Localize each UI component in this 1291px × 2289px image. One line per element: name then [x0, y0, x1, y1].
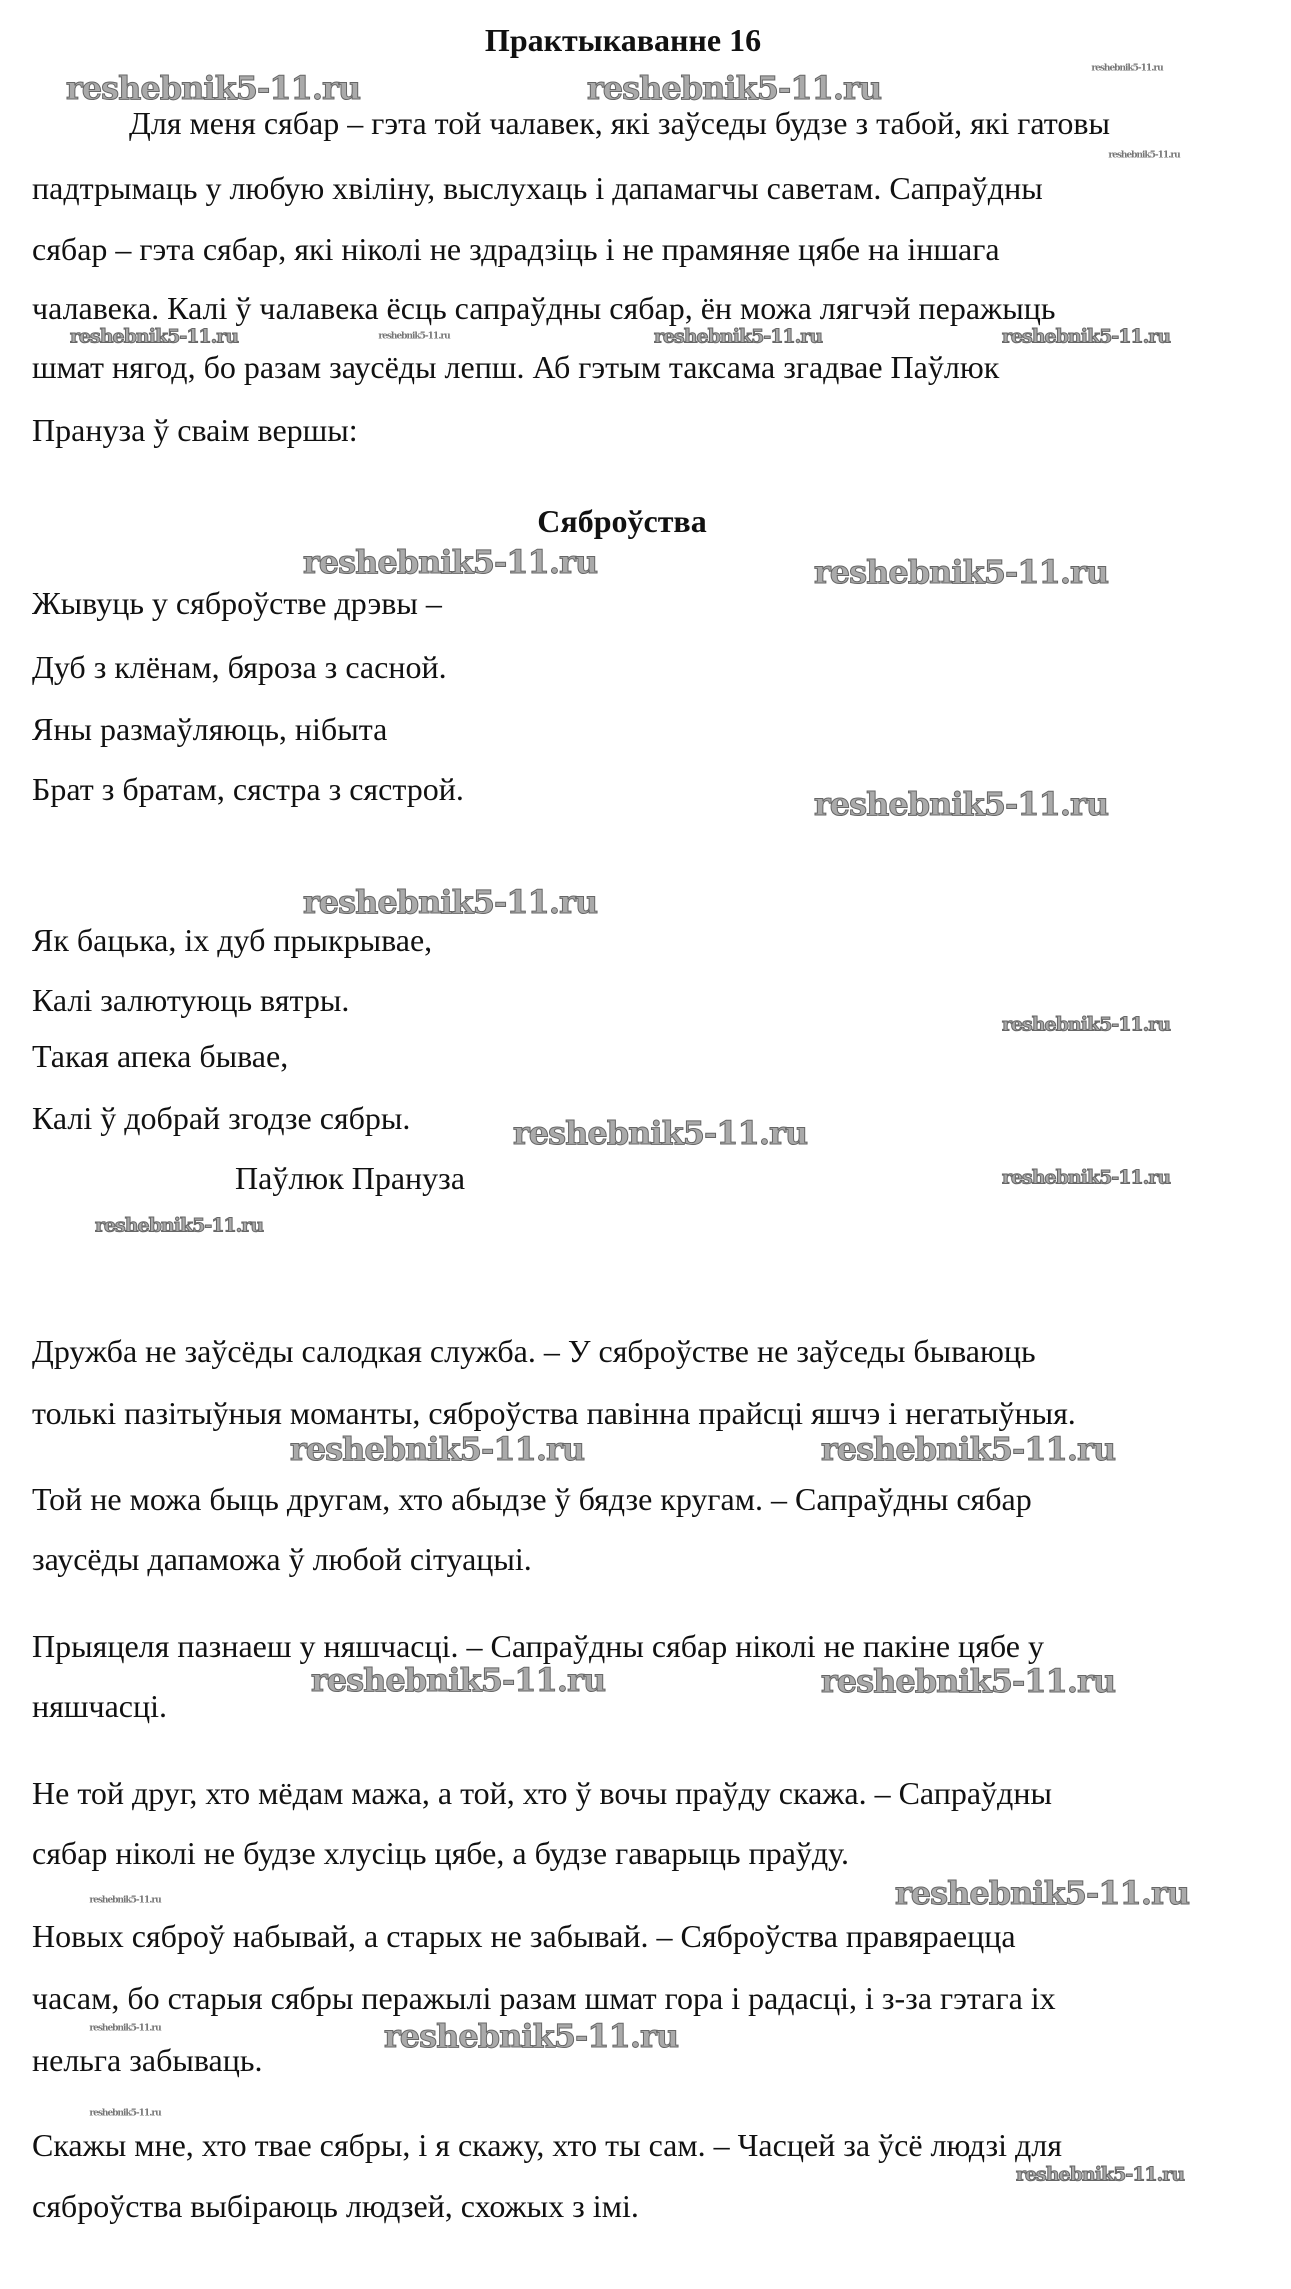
watermark: reshebnik5-11.ru: [653, 325, 823, 348]
intro-line: чалавека. Калі ў чалавека ёсць сапраўдны сябар, ён можа лягчэй перажыць: [32, 290, 1056, 326]
proverb-line: Не той друг, хто мёдам мажа, а той, хто ў вочы праўду скажа. – Сапраўдны: [32, 1775, 1052, 1811]
intro-line: шмат нягод, бо разам заусёды лепш. Аб гэтым таксама згадвае Паўлюк: [32, 349, 1000, 385]
proverb-line: часам, бо старыя сябры перажылі разам шмат гора і радасці, і з-за гэтага іх: [32, 1980, 1056, 2016]
poem-line: Такая апека бывае,: [32, 1038, 289, 1074]
proverb-line: Той не можа быць другам, хто абыдзе ў бядзе кругам. – Сапраўдны сябар: [32, 1481, 1032, 1517]
watermark: reshebnik5-11.ru: [1001, 325, 1171, 348]
watermark: reshebnik5-11.ru: [813, 553, 1109, 591]
proverb-line: толькі пазітыўныя моманты, сяброўства павінна прайсці яшчэ і негатыўныя.: [32, 1395, 1076, 1431]
proverb-line: заусёды дапаможа ў любой сітуацыі.: [32, 1541, 532, 1577]
watermark: reshebnik5-11.ru: [289, 1430, 585, 1468]
watermark: reshebnik5-11.ru: [820, 1662, 1116, 1700]
poem-title: Сяброўства: [537, 503, 707, 539]
poem-line: Калі ў добрай згодзе сябры.: [32, 1100, 411, 1136]
intro-line: сябар – гэта сябар, які ніколі не здрадзіць і не прамяняе цябе на іншага: [32, 231, 1000, 267]
watermark: reshebnik5-11.ru: [89, 2108, 161, 2119]
proverb-line: няшчасці.: [32, 1688, 167, 1724]
watermark: reshebnik5-11.ru: [378, 331, 450, 342]
watermark: reshebnik5-11.ru: [89, 2023, 161, 2034]
watermark: reshebnik5-11.ru: [383, 2017, 679, 2055]
poem-author: Паўлюк Прануза: [235, 1160, 466, 1196]
watermark: reshebnik5-11.ru: [512, 1114, 808, 1152]
watermark: reshebnik5-11.ru: [1091, 63, 1163, 74]
proverb-line: сяброўства выбіраюць людзей, схожых з імі.: [32, 2188, 639, 2224]
intro-line: Для меня сябар – гэта той чалавек, які заўседы будзе з табой, які гатовы: [129, 105, 1110, 141]
watermark: reshebnik5-11.ru: [894, 1874, 1190, 1912]
watermark: reshebnik5-11.ru: [89, 1895, 161, 1906]
watermark: reshebnik5-11.ru: [1001, 1013, 1171, 1036]
watermark: reshebnik5-11.ru: [820, 1430, 1116, 1468]
watermark: reshebnik5-11.ru: [586, 69, 882, 107]
poem-line: Калі залютуюць вятры.: [32, 982, 350, 1018]
page-title: Практыкаванне 16: [484, 22, 762, 58]
watermark: reshebnik5-11.ru: [310, 1661, 606, 1699]
poem-line: Брат з братам, сястра з сястрой.: [32, 771, 464, 807]
proverb-line: Скажы мне, хто твае сябры, і я скажу, хто ты сам. – Часцей за ўсё людзі для: [32, 2127, 1062, 2163]
poem-line: Як бацька, іх дуб прыкрывае,: [32, 922, 433, 958]
poem-line: Дуб з клёнам, бяроза з сасной.: [32, 649, 447, 685]
intro-line: падтрымаць у любую хвіліну, выслухаць і дапамагчы саветам. Сапраўдны: [32, 170, 1043, 206]
watermark: reshebnik5-11.ru: [302, 883, 598, 921]
proverb-line: Новых сяброў набывай, а старых не забывай. – Сяброўства правяраецца: [32, 1918, 1016, 1954]
watermark: reshebnik5-11.ru: [65, 69, 361, 107]
proverb-line: нельга забываць.: [32, 2042, 263, 2078]
proverb-line: Дружба не заўсёды салодкая служба. – У сяброўстве не заўседы бываюць: [32, 1333, 1036, 1369]
watermark: reshebnik5-11.ru: [1001, 1166, 1171, 1189]
watermark: reshebnik5-11.ru: [69, 325, 239, 348]
watermark: reshebnik5-11.ru: [94, 1214, 264, 1237]
intro-line: Прануза ў сваім вершы:: [32, 412, 358, 448]
proverb-line: сябар ніколі не будзе хлусіць цябе, а будзе гаварыць праўду.: [32, 1835, 849, 1871]
poem-line: Яны размаўляюць, нібыта: [32, 711, 388, 747]
watermark: reshebnik5-11.ru: [302, 543, 598, 581]
watermark: reshebnik5-11.ru: [1108, 150, 1180, 161]
proverb-line: Прыяцеля пазнаеш у няшчасці. – Сапраўдны сябар ніколі не пакіне цябе у: [32, 1628, 1044, 1664]
poem-line: Жывуць у сяброўстве дрэвы –: [32, 585, 442, 621]
watermark: reshebnik5-11.ru: [1015, 2163, 1185, 2186]
watermark: reshebnik5-11.ru: [813, 785, 1109, 823]
